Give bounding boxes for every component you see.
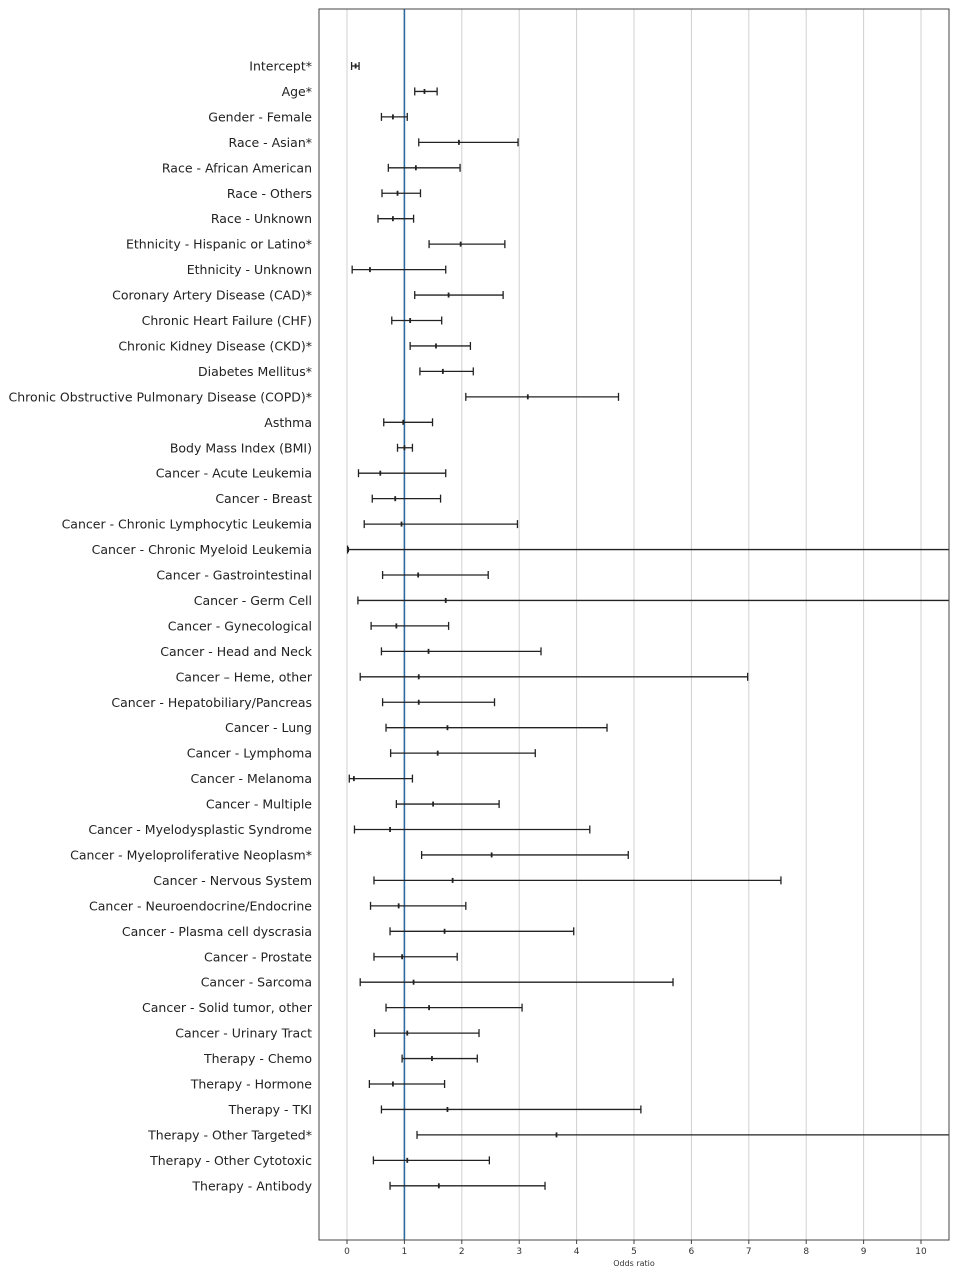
row-label: Gender - Female xyxy=(208,109,312,125)
ci-row-39 xyxy=(402,1055,477,1063)
row-label: Race - Unknown xyxy=(210,211,312,227)
row-label: Cancer - Multiple xyxy=(205,796,312,812)
ci-row-8 xyxy=(352,266,446,274)
x-tick-label-3: 3 xyxy=(516,1247,523,1257)
ci-row-28 xyxy=(349,775,412,783)
ci-row-30 xyxy=(354,826,589,834)
ci-row-44 xyxy=(390,1182,545,1190)
row-label: Race - Others xyxy=(226,185,312,201)
row-label: Therapy - TKI xyxy=(228,1101,312,1117)
ci-row-27 xyxy=(391,749,536,757)
x-tick-label-9: 9 xyxy=(860,1247,867,1257)
row-label: Cancer - Gastrointestinal xyxy=(156,567,312,583)
grid-lines xyxy=(347,9,921,1240)
ci-row-25 xyxy=(383,698,495,706)
ci-row-35 xyxy=(374,953,457,961)
row-label: Cancer - Hepatobiliary/Pancreas xyxy=(111,694,312,710)
x-tick-label-10: 10 xyxy=(915,1247,927,1257)
ci-row-36 xyxy=(360,978,673,986)
ci-row-19 xyxy=(348,546,949,554)
x-tick-label-8: 8 xyxy=(803,1247,810,1257)
row-label: Cancer - Solid tumor, other xyxy=(142,1000,312,1016)
row-label: Therapy - Hormone xyxy=(190,1076,312,1092)
row-label: Race - African American xyxy=(161,160,312,176)
row-label: Cancer - Melanoma xyxy=(190,771,312,787)
ci-row-1 xyxy=(415,87,437,95)
row-label: Cancer - Nervous System xyxy=(153,872,312,888)
ci-row-21 xyxy=(358,596,949,604)
row-label: Diabetes Mellitus* xyxy=(198,363,312,379)
row-label: Cancer - Neuroendocrine/Endocrine xyxy=(89,898,312,914)
ci-row-9 xyxy=(415,291,503,299)
x-axis-label: Odds ratio xyxy=(613,1259,655,1268)
row-label: Cancer - Myeloproliferative Neoplasm* xyxy=(70,847,312,863)
ci-row-7 xyxy=(429,240,505,248)
ci-row-20 xyxy=(383,571,489,579)
row-label: Cancer - Plasma cell dyscrasia xyxy=(121,923,312,939)
ci-row-29 xyxy=(396,800,499,808)
row-label: Cancer - Breast xyxy=(215,491,312,507)
ci-row-5 xyxy=(382,189,420,197)
row-label: Cancer - Chronic Lymphocytic Leukemia xyxy=(61,516,312,532)
ci-row-17 xyxy=(372,495,440,503)
row-label: Cancer - Acute Leukemia xyxy=(155,465,312,481)
row-label: Asthma xyxy=(264,414,312,430)
ci-row-14 xyxy=(384,418,433,426)
x-tick-label-4: 4 xyxy=(573,1247,580,1257)
x-tick-label-5: 5 xyxy=(631,1247,637,1257)
x-tick-label-7: 7 xyxy=(745,1247,752,1257)
row-label: Cancer - Myelodysplastic Syndrome xyxy=(88,822,312,837)
ci-row-34 xyxy=(390,927,574,935)
row-label: Chronic Obstructive Pulmonary Disease (COPD)* xyxy=(8,389,312,405)
row-label: Cancer - Germ Cell xyxy=(193,592,312,608)
ci-row-23 xyxy=(381,647,541,655)
row-label: Cancer – Heme, other xyxy=(175,669,312,685)
row-label: Cancer - Lung xyxy=(225,720,312,736)
ci-row-12 xyxy=(420,367,473,375)
row-label: Body Mass Index (BMI) xyxy=(169,440,312,456)
ci-row-33 xyxy=(371,902,466,910)
row-label: Ethnicity - Unknown xyxy=(186,262,312,278)
ci-row-38 xyxy=(375,1029,479,1037)
row-label: Therapy - Antibody xyxy=(192,1178,312,1194)
ci-row-0 xyxy=(352,62,359,70)
ci-row-32 xyxy=(374,876,781,884)
row-label: Therapy - Chemo xyxy=(203,1051,312,1067)
row-label: Coronary Artery Disease (CAD)* xyxy=(112,287,312,303)
ci-row-42 xyxy=(417,1131,949,1139)
ci-row-24 xyxy=(360,673,747,681)
ci-row-4 xyxy=(388,164,460,172)
row-label: Age* xyxy=(281,83,312,99)
x-tick-label-2: 2 xyxy=(458,1247,465,1257)
row-label: Therapy - Other Cytotoxic xyxy=(150,1152,312,1168)
x-axis-ticks xyxy=(344,1240,927,1257)
ci-row-31 xyxy=(422,851,629,859)
ci-row-18 xyxy=(364,520,517,528)
ci-row-10 xyxy=(392,317,442,325)
ci-rows xyxy=(348,62,949,1190)
row-labels xyxy=(9,59,313,1194)
row-label: Race - Asian* xyxy=(228,134,312,150)
row-label: Chronic Heart Failure (CHF) xyxy=(141,313,312,328)
ci-row-2 xyxy=(381,113,407,121)
ci-row-13 xyxy=(466,393,619,401)
x-tick-label-6: 6 xyxy=(688,1247,695,1257)
row-label: Cancer - Prostate xyxy=(204,949,312,965)
row-label: Chronic Kidney Disease (CKD)* xyxy=(118,338,312,354)
row-label: Cancer - Sarcoma xyxy=(200,974,312,990)
x-tick-label-0: 0 xyxy=(344,1247,350,1257)
row-label: Cancer - Urinary Tract xyxy=(175,1025,312,1041)
ci-row-3 xyxy=(419,138,518,146)
row-label: Intercept* xyxy=(249,58,312,74)
row-label: Cancer - Head and Neck xyxy=(160,643,312,659)
ci-row-16 xyxy=(358,469,445,477)
ci-row-26 xyxy=(386,724,607,732)
x-tick-label-1: 1 xyxy=(401,1247,408,1257)
row-label: Therapy - Other Targeted* xyxy=(148,1127,312,1143)
ci-row-6 xyxy=(378,215,414,223)
row-label: Cancer - Chronic Myeloid Leukemia xyxy=(91,542,312,558)
row-label: Cancer - Gynecological xyxy=(167,618,312,634)
row-label: Cancer - Lymphoma xyxy=(186,745,312,761)
ci-row-43 xyxy=(373,1156,489,1164)
ci-row-40 xyxy=(369,1080,444,1088)
ci-row-41 xyxy=(381,1105,640,1113)
ci-row-22 xyxy=(371,622,448,630)
ci-row-37 xyxy=(386,1004,522,1012)
row-label: Ethnicity - Hispanic or Latino* xyxy=(125,236,312,252)
